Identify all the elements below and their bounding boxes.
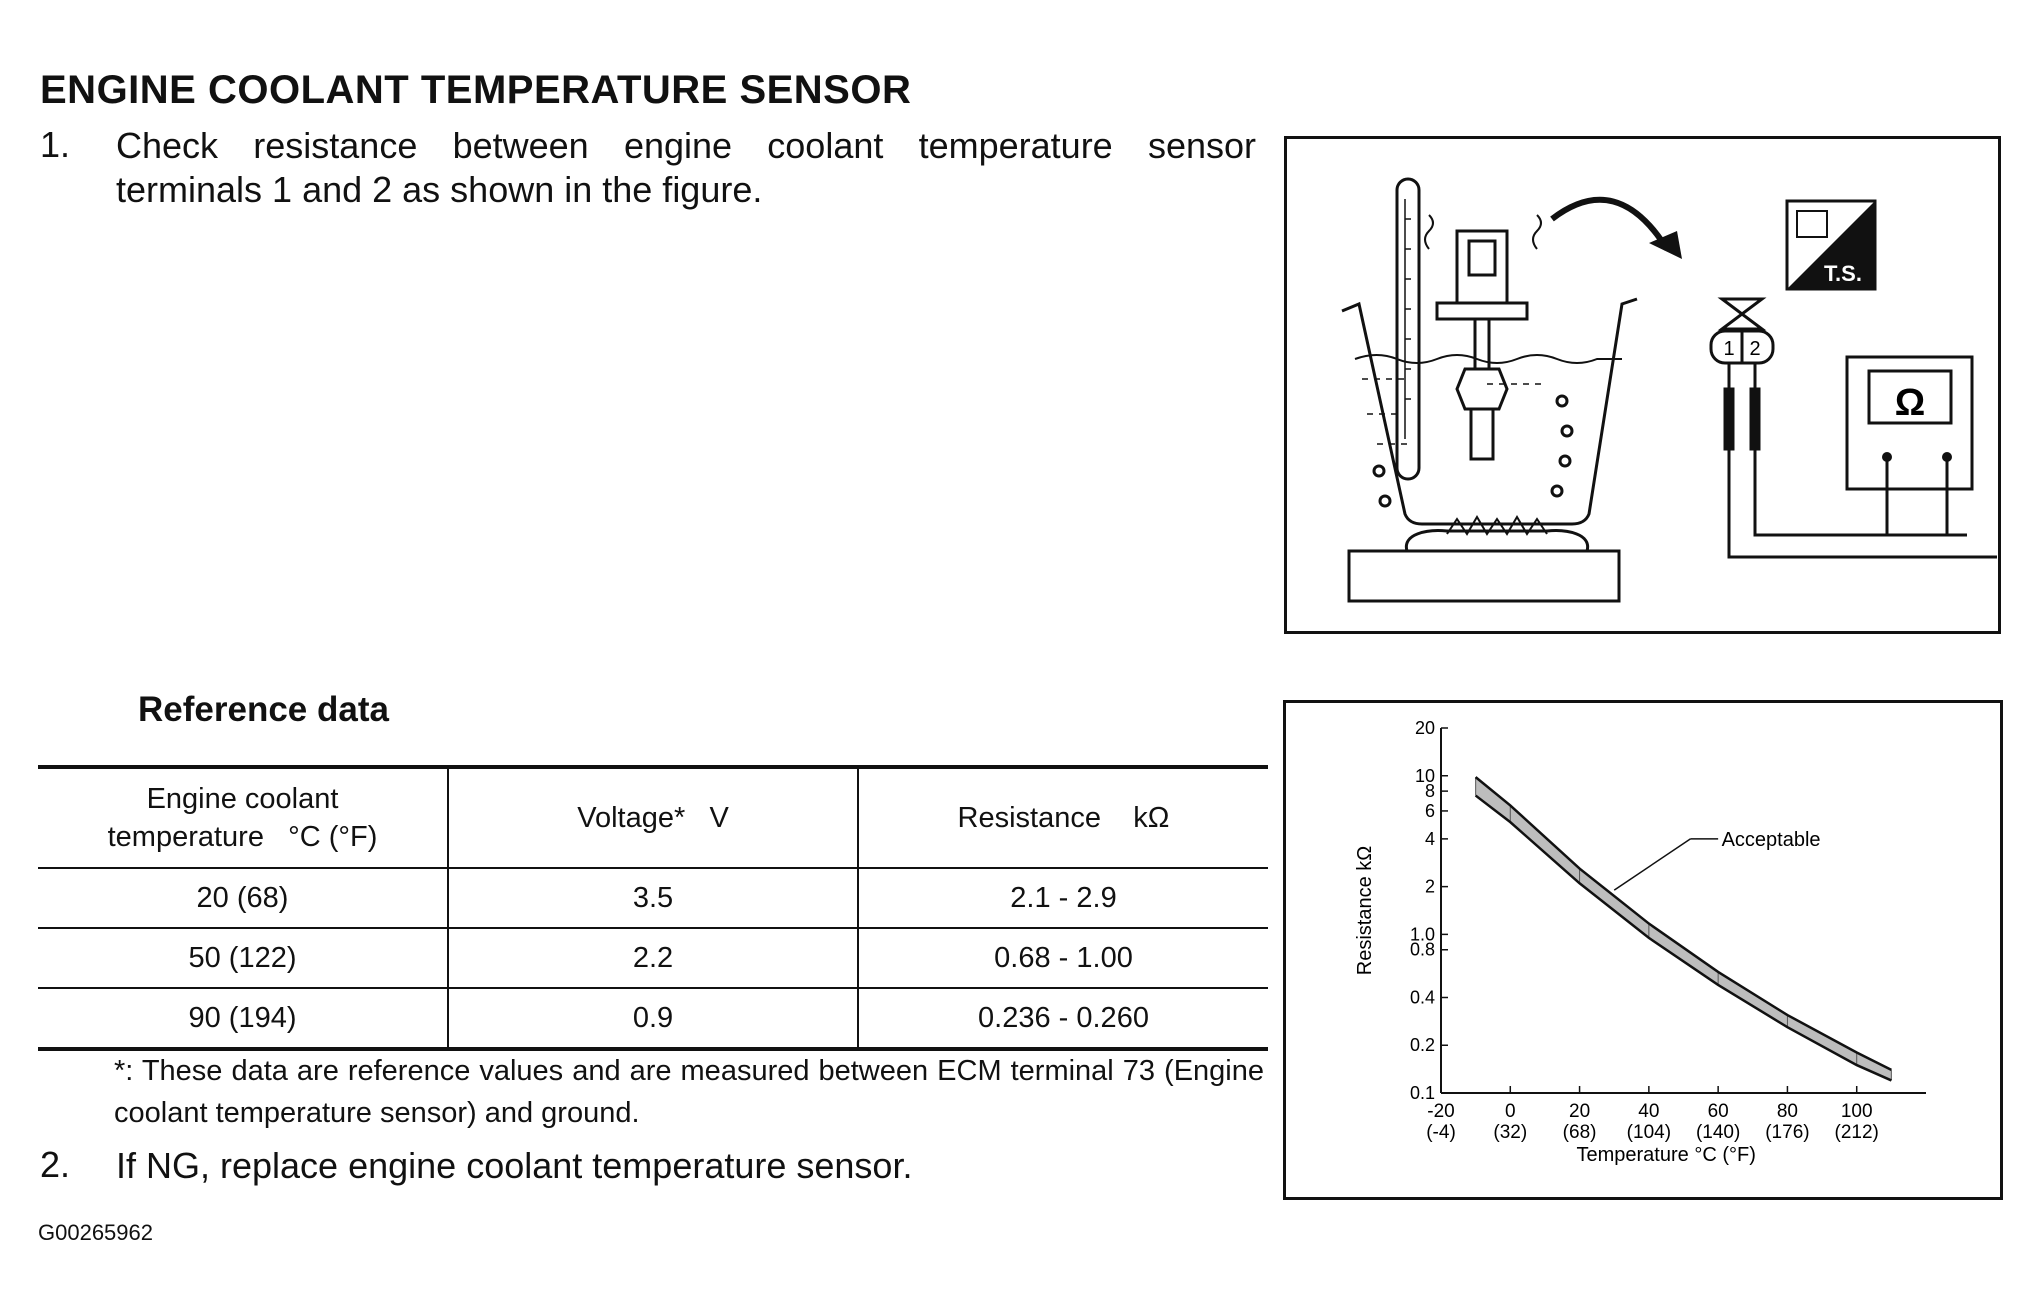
y-tick-label: 6 bbox=[1424, 800, 1435, 821]
figure-id: G00265962 bbox=[38, 1220, 153, 1245]
table-cell: 0.68 - 1.00 bbox=[858, 928, 1268, 988]
acceptable-label: Acceptable bbox=[1721, 828, 1821, 851]
header-temperature: Engine coolant temperature °C (°F) bbox=[38, 767, 448, 868]
x-tick-label-f: (104) bbox=[1626, 1122, 1672, 1143]
table-cell: 2.2 bbox=[448, 928, 858, 988]
y-tick-label: 0.4 bbox=[1409, 987, 1435, 1008]
svg-text:T.S.: T.S. bbox=[1824, 261, 1862, 286]
step-1-number: 1. bbox=[40, 124, 71, 165]
ohm-icon: Ω bbox=[1894, 382, 1926, 424]
x-tick-label: 20 bbox=[1569, 1101, 1591, 1122]
x-tick-label: -20 bbox=[1427, 1101, 1455, 1122]
acceptable-band bbox=[1476, 777, 1892, 1080]
table-cell: 0.9 bbox=[448, 988, 858, 1049]
table-cell: 20 (68) bbox=[38, 868, 448, 928]
table-row bbox=[38, 928, 1268, 988]
step-2-text: If NG, replace engine coolant temperature sensor. bbox=[116, 1145, 913, 1186]
table-cell: 3.5 bbox=[448, 868, 858, 928]
x-tick-label-f: (176) bbox=[1765, 1122, 1810, 1143]
table-header-row bbox=[38, 767, 1268, 868]
header-resistance: Resistance kΩ bbox=[858, 767, 1268, 868]
y-tick-label: 1.0 bbox=[1409, 924, 1435, 945]
ohmmeter bbox=[1755, 357, 1972, 535]
table-cell: 2.1 - 2.9 bbox=[858, 868, 1268, 928]
table-cell: 90 (194) bbox=[188, 1001, 297, 1034]
sensor-test-figure bbox=[1284, 136, 2001, 634]
arrow-curve bbox=[1552, 200, 1667, 249]
resistance-chart bbox=[1286, 703, 2000, 1197]
reference-data-table bbox=[38, 765, 1268, 1051]
svg-text:2: 2 bbox=[1749, 338, 1761, 360]
y-tick-label: 8 bbox=[1424, 781, 1435, 802]
x-tick-label: 80 bbox=[1776, 1101, 1798, 1122]
annotation-leader bbox=[1614, 839, 1690, 890]
resistance-chart-figure bbox=[1283, 700, 2003, 1200]
table-row bbox=[38, 868, 1268, 928]
x-tick-label-f: (140) bbox=[1695, 1122, 1741, 1143]
page-title: ENGINE COOLANT TEMPERATURE SENSOR bbox=[40, 68, 912, 112]
y-tick-label: 0.8 bbox=[1409, 939, 1435, 960]
stove-base bbox=[1349, 551, 1619, 601]
burner bbox=[1406, 531, 1587, 551]
y-tick-label: 10 bbox=[1414, 765, 1435, 786]
step-1-text: Check resistance between engine coolant temperature sensor terminals 1 and 2 as shown in the figure. bbox=[116, 125, 1256, 210]
step-2-number: 2. bbox=[40, 1144, 71, 1185]
sensor-test-illustration bbox=[1287, 139, 1998, 631]
x-tick-label: 0 bbox=[1504, 1101, 1516, 1122]
x-tick-label-f: (32) bbox=[1493, 1122, 1528, 1143]
table-cell: 50 (122) bbox=[38, 928, 448, 988]
upper-limit-line bbox=[1476, 777, 1892, 1070]
y-tick-label: 4 bbox=[1424, 828, 1435, 849]
x-tick-label: 40 bbox=[1638, 1101, 1660, 1122]
x-tick-label-f: (-4) bbox=[1426, 1122, 1456, 1143]
y-tick-label: 2 bbox=[1424, 876, 1435, 897]
reference-data-title: Reference data bbox=[138, 690, 389, 729]
tool-badge-icon bbox=[1787, 201, 1875, 289]
svg-text:1: 1 bbox=[1723, 338, 1735, 360]
x-tick-label-f: (212) bbox=[1834, 1122, 1879, 1143]
table-footnote: *: These data are reference values and are measured between ECM terminal 73 (Engine coolant temperature sensor) and ground. bbox=[114, 1055, 1264, 1129]
x-tick-label: 100 bbox=[1840, 1101, 1873, 1122]
table-cell: 0.236 - 0.260 bbox=[858, 988, 1268, 1049]
y-tick-label: 0.1 bbox=[1409, 1083, 1435, 1103]
x-tick-label: 60 bbox=[1707, 1101, 1729, 1122]
y-axis-label: Resistance kΩ bbox=[1354, 845, 1376, 976]
y-tick-label: 20 bbox=[1414, 718, 1435, 738]
thermometer bbox=[1397, 179, 1419, 479]
y-tick-label: 0.2 bbox=[1409, 1035, 1435, 1056]
x-tick-label-f: (68) bbox=[1562, 1122, 1597, 1143]
x-axis-label: Temperature °C (°F) bbox=[1576, 1144, 1756, 1166]
header-voltage: Voltage* V bbox=[448, 767, 858, 868]
table-row bbox=[38, 988, 1268, 1049]
